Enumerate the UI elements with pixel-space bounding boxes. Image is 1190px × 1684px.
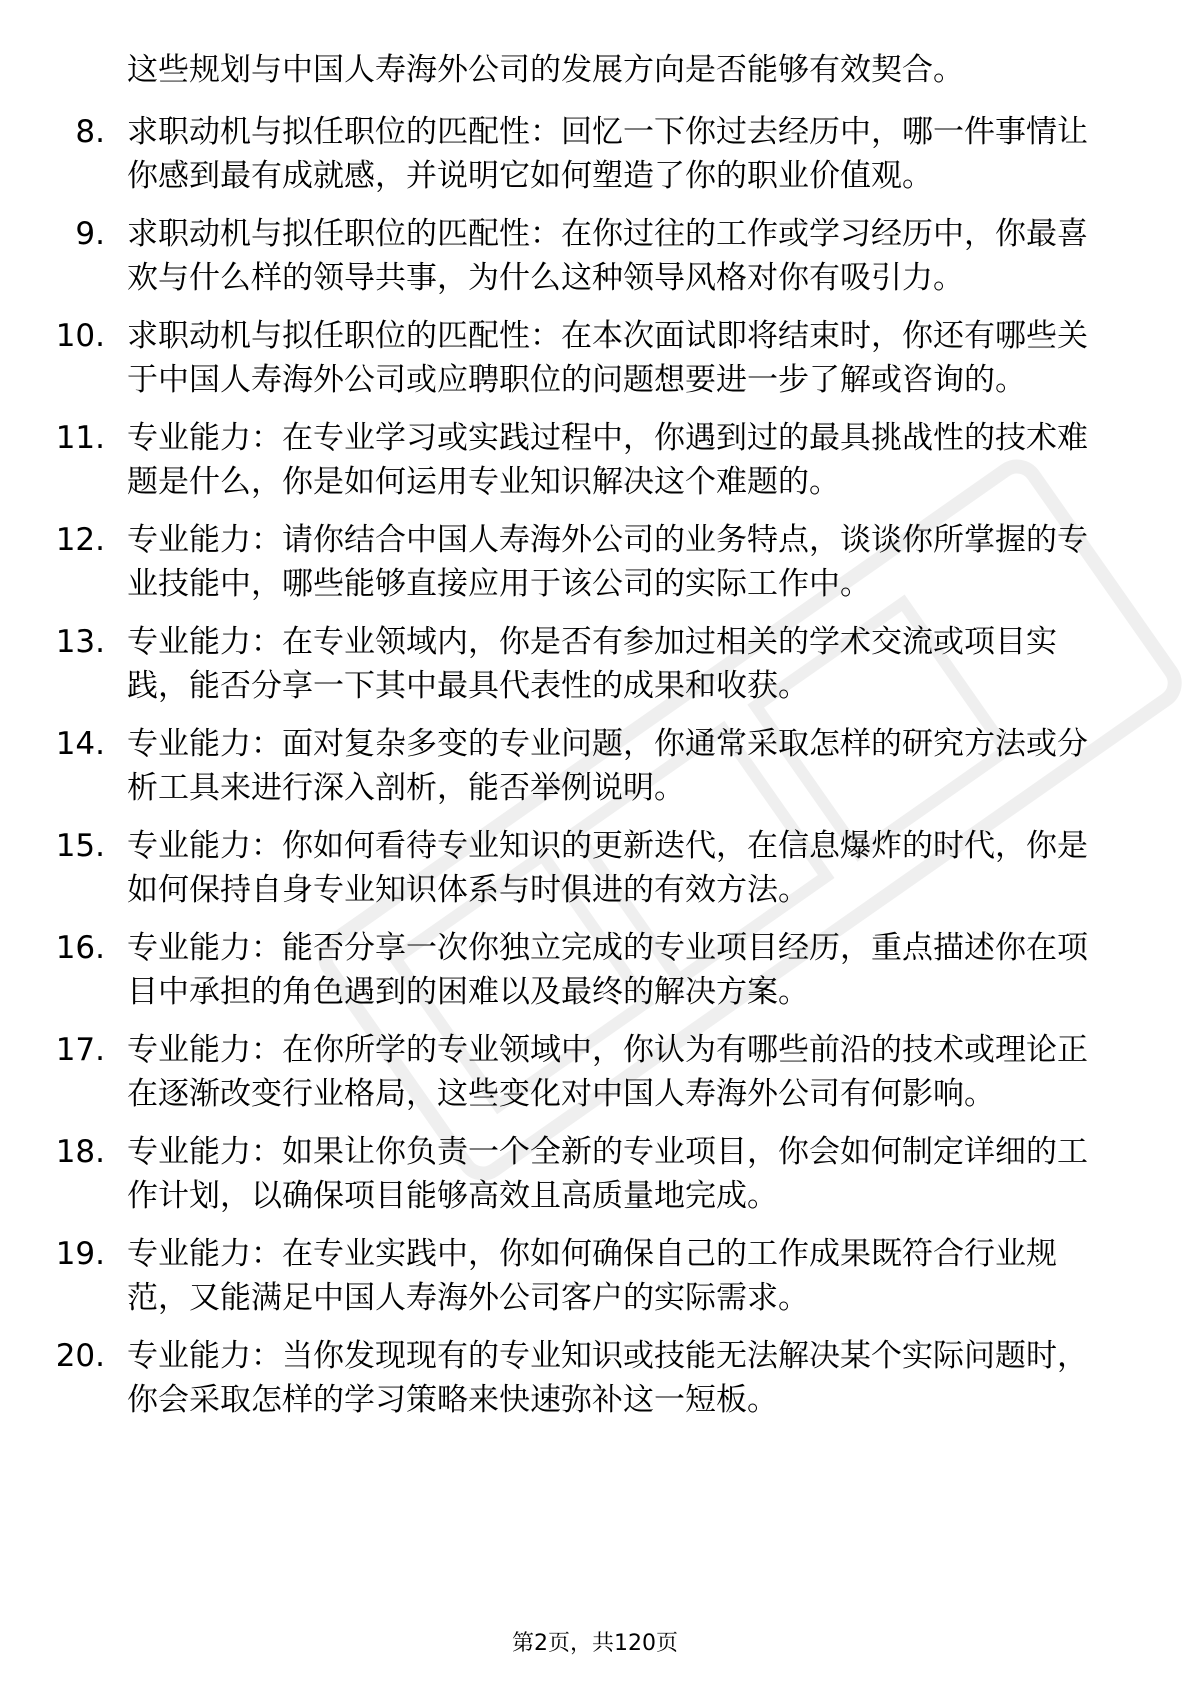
question-item	[0, 1334, 1190, 1422]
question-text: 专业能力：在专业学习或实践过程中，你遇到过的最具挑战性的技术难题是什么，你是如何运用专业知识解决这个难题的。	[127, 420, 1088, 500]
question-item	[0, 824, 1190, 912]
question-text: 专业能力：面对复杂多变的专业问题，你通常采取怎样的研究方法或分析工具来进行深入剖析，能否举例说明。	[127, 726, 1088, 806]
question-text: 专业能力：在专业实践中，你如何确保自己的工作成果既符合行业规范，又能满足中国人寿海外公司客户的实际需求。	[127, 1236, 1057, 1316]
question-number: 13.	[55, 624, 105, 660]
question-item	[0, 1028, 1190, 1116]
question-item	[0, 722, 1190, 810]
question-item	[0, 110, 1190, 198]
question-number: 8.	[75, 114, 105, 150]
question-text: 专业能力：你如何看待专业知识的更新迭代，在信息爆炸的时代，你是如何保持自身专业知识体系与时俱进的有效方法。	[127, 828, 1088, 908]
question-item	[0, 314, 1190, 402]
question-text: 专业能力：能否分享一次你独立完成的专业项目经历，重点描述你在项目中承担的角色遇到的困难以及最终的解决方案。	[127, 930, 1088, 1010]
continuation-text: 这些规划与中国人寿海外公司的发展方向是否能够有效契合。	[127, 52, 964, 88]
question-text: 专业能力：在专业领域内，你是否有参加过相关的学术交流或项目实践，能否分享一下其中最具代表性的成果和收获。	[127, 624, 1057, 704]
page-number-footer: 第2页，共120页	[512, 1631, 678, 1656]
question-item	[0, 1130, 1190, 1218]
question-text: 求职动机与拟任职位的匹配性：在你过往的工作或学习经历中，你最喜欢与什么样的领导共事，为什么这种领导风格对你有吸引力。	[127, 216, 1088, 296]
question-item	[0, 518, 1190, 606]
question-item	[0, 1232, 1190, 1320]
question-text: 求职动机与拟任职位的匹配性：在本次面试即将结束时，你还有哪些关于中国人寿海外公司或应聘职位的问题想要进一步了解或咨询的。	[127, 318, 1088, 398]
question-item	[0, 416, 1190, 504]
question-list	[0, 110, 1190, 1436]
question-text: 专业能力：当你发现现有的专业知识或技能无法解决某个实际问题时，你会采取怎样的学习策略来快速弥补这一短板。	[127, 1338, 1088, 1418]
question-number: 11.	[55, 420, 105, 456]
question-number: 17.	[55, 1032, 105, 1068]
question-number: 10.	[55, 318, 105, 354]
question-number: 9.	[75, 216, 105, 252]
question-text: 专业能力：在你所学的专业领域中，你认为有哪些前沿的技术或理论正在逐渐改变行业格局，这些变化对中国人寿海外公司有何影响。	[127, 1032, 1088, 1112]
question-text: 专业能力：请你结合中国人寿海外公司的业务特点，谈谈你所掌握的专业技能中，哪些能够直接应用于该公司的实际工作中。	[127, 522, 1088, 602]
question-number: 15.	[55, 828, 105, 864]
question-number: 20.	[55, 1338, 105, 1374]
question-number: 12.	[55, 522, 105, 558]
question-item	[0, 620, 1190, 708]
question-text: 求职动机与拟任职位的匹配性：回忆一下你过去经历中，哪一件事情让你感到最有成就感，并说明它如何塑造了你的职业价值观。	[127, 114, 1088, 194]
question-number: 14.	[55, 726, 105, 762]
question-number: 19.	[55, 1236, 105, 1272]
question-number: 16.	[55, 930, 105, 966]
question-number: 18.	[55, 1134, 105, 1170]
question-text: 专业能力：如果让你负责一个全新的专业项目，你会如何制定详细的工作计划，以确保项目能够高效且高质量地完成。	[127, 1134, 1088, 1214]
question-item	[0, 926, 1190, 1014]
question-item	[0, 212, 1190, 300]
